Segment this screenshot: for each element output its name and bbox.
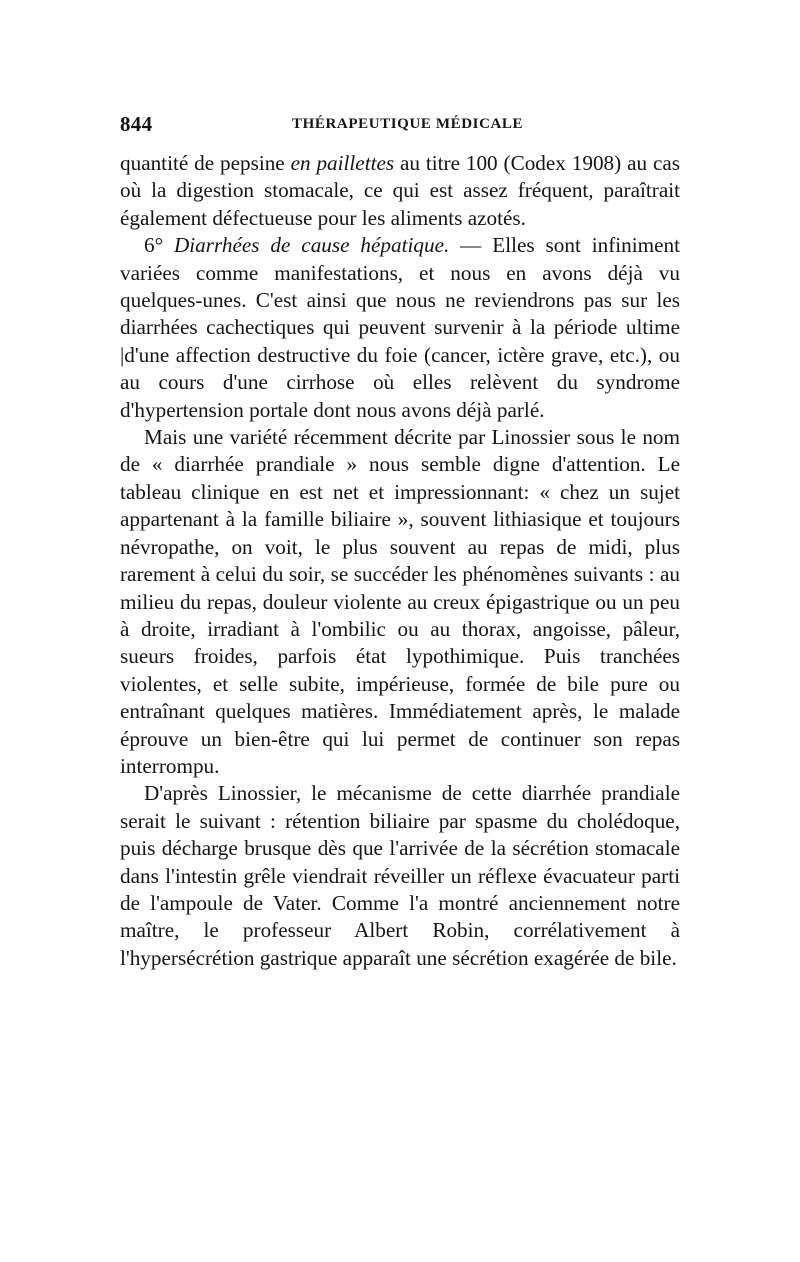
paragraph-1-text-a: quantité de pepsine	[120, 151, 291, 175]
paragraph-1-italic: en paillettes	[290, 151, 395, 175]
paragraph-2-heading: Diarrhées de cause hépatique.	[173, 233, 450, 258]
paragraph-1-text-c: au titre 100 (Codex 1908) au cas où la digestion stomacale, ce qui est assez fréquent, paraîtrait également défectueuse pour les aliments azotés.	[120, 151, 680, 230]
paragraph-1	[120, 150, 680, 232]
book-page	[120, 112, 680, 972]
paragraph-2-text: — Elles sont infiniment variées comme manifestations, et nous en avons déjà vu quelques-unes. C'est ainsi que nous ne reviendrons pas sur les diarrhées cachectiques qui peuvent survenir à la période ultime |d'une affection destructive du foie (cancer, ictère grave, etc.), ou au cours d'une cirrhose où elles relèvent du syndrome d'hypertension portale dont nous avons déjà parlé.	[120, 233, 680, 422]
body-text	[120, 150, 680, 972]
paragraph-3: Mais une variété récemment décrite par Linossier sous le nom de « diarrhée prandiale » nous semble digne d'attention. Le tableau clinique en est net et impressionnant: « chez un sujet appartenant à la famille biliaire », souvent lithiasique et toujours névropathe, on voit, le plus souvent au repas de midi, plus rarement à celui du soir, se succéder les phénomènes suivants : au milieu du repas, douleur violente au creux épigastrique ou un peu à droite, irradiant à l'ombilic ou au thorax, angoisse, pâleur, sueurs froides, parfois état lypothimique. Puis tranchées violentes, et selle subite, impérieuse, formée de bile pure ou entraînant quelques matières. Immédiatement après, le malade éprouve un bien-être qui lui permet de continuer son repas interrompu.	[120, 425, 680, 778]
page-number: 844	[120, 112, 153, 136]
paragraph-4: D'après Linossier, le mécanisme de cette diarrhée prandiale serait le suivant : rétention biliaire par spasme du cholédoque, puis décharge brusque dès que l'arrivée de la sécrétion stomacale dans l'intestin grêle viendrait réveiller un réflexe évacuateur parti de l'ampoule de Vater. Comme l'a montré anciennement notre maître, le professeur Albert Robin, corrélativement à l'hypersécrétion gastrique apparaît une sécrétion exagérée de bile.	[120, 781, 680, 970]
paragraph-2-number: 6°	[144, 233, 174, 258]
running-head	[120, 112, 680, 142]
paragraph-2	[120, 232, 680, 424]
running-title: THÉRAPEUTIQUE MÉDICALE	[292, 116, 524, 132]
